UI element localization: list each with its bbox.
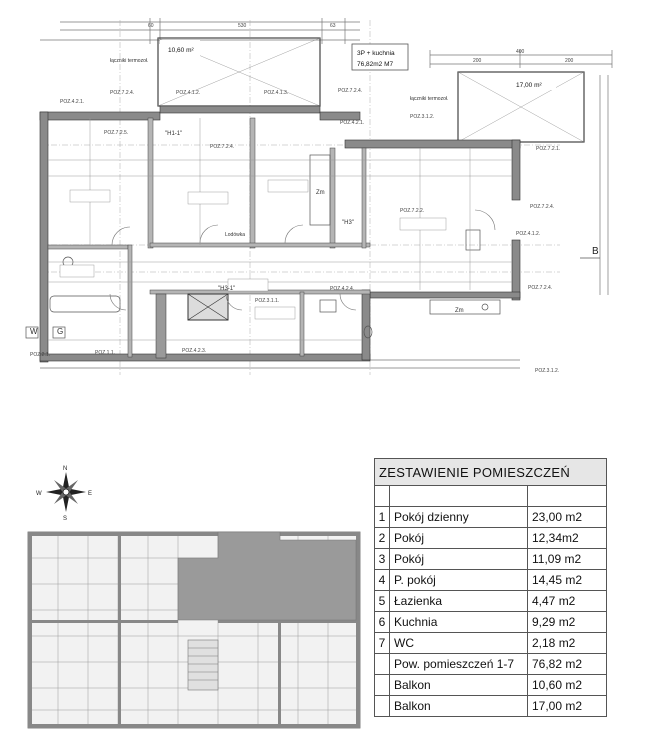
compass-icon (36, 466, 92, 522)
room-area: 4,47 m2 (528, 591, 607, 612)
dimension-lines (40, 18, 612, 368)
room-number (375, 696, 390, 717)
apartment-type: 3P + kuchnia (357, 50, 395, 57)
room-number: 5 (375, 591, 390, 612)
compass-n: N (63, 466, 68, 472)
poz-label: POZ.7.2.4. (210, 144, 235, 150)
room-name: Kuchnia (390, 612, 528, 633)
room-number: 4 (375, 570, 390, 591)
table-row (375, 570, 607, 591)
compass-w: W (36, 491, 42, 497)
room-area: 17,00 m2 (528, 696, 607, 717)
label-g: G (57, 327, 64, 336)
room-area: 10,60 m2 (528, 675, 607, 696)
table-title: ZESTAWIENIE POMIESZCZEŃ (375, 459, 607, 486)
room-area: 76,82 m2 (528, 654, 607, 675)
dim-top-mid: 530 (238, 23, 247, 29)
poz-label: POZ.7.2.4. (338, 88, 363, 94)
label-zm-2: Zm (455, 308, 464, 314)
room-number: 7 (375, 633, 390, 654)
room-number (375, 675, 390, 696)
poz-label: POZ.7.2.2. (400, 208, 425, 214)
poz-label: POZ.4.2.3. (182, 348, 207, 354)
poz-label: POZ.3.1.1. (255, 298, 280, 304)
label-h2: "H3-1" (218, 286, 236, 292)
poz-label: POZ.1.1. (95, 350, 116, 356)
dim-right-200b: 200 (565, 58, 574, 64)
label-h1: "H1-1" (165, 131, 183, 137)
radiator-label-left: łączniki termozoł. (110, 58, 149, 64)
poz-label: POZ.4.2.1. (60, 99, 85, 105)
compass-e: E (88, 491, 93, 497)
table-row (375, 507, 607, 528)
poz-label: POZ.7.2.5. (104, 130, 129, 136)
label-w: W (30, 327, 38, 336)
room-name: WC (390, 633, 528, 654)
dim-top-left: 60 (148, 23, 154, 29)
dim-top-right: 63 (330, 23, 336, 29)
room-area: 14,45 m2 (528, 570, 607, 591)
poz-label: POZ.7.2.4. (110, 90, 135, 96)
room-area: 23,00 m2 (528, 507, 607, 528)
poz-label: POZ.4.2.4. (330, 286, 355, 292)
room-name: Pow. pomieszczeń 1-7 (390, 654, 528, 675)
poz-label: POZ.7.2.4. (528, 285, 553, 291)
table-row (375, 528, 607, 549)
label-lodowka: Lodówka (225, 232, 246, 238)
poz-label: POZ.3.1.2. (535, 368, 560, 374)
table-title-row (375, 459, 607, 486)
table-cell (390, 486, 528, 507)
table-row (375, 696, 607, 717)
dim-right-400: 400 (516, 49, 525, 55)
poz-label: POZ.4.1.3. (264, 90, 289, 96)
room-number (375, 654, 390, 675)
room-area: 12,34m2 (528, 528, 607, 549)
room-area: 9,29 m2 (528, 612, 607, 633)
poz-label: POZ.7.2.4. (530, 204, 555, 210)
exterior-walls (40, 106, 520, 362)
poz-label: POZ.4.1.2. (516, 231, 541, 237)
apartment-label (352, 44, 408, 70)
table-cell (528, 486, 607, 507)
apartment-area: 76,82m2 M7 (357, 61, 394, 68)
room-number: 2 (375, 528, 390, 549)
room-area: 2,18 m2 (528, 633, 607, 654)
poz-labels (30, 88, 560, 374)
room-area: 11,09 m2 (528, 549, 607, 570)
room-name: Pokój dzienny (390, 507, 528, 528)
interior-walls (48, 118, 370, 357)
room-number: 1 (375, 507, 390, 528)
balcony-top-area: 10,60 m² (168, 47, 194, 54)
table-row (375, 654, 607, 675)
label-b: B (592, 246, 599, 257)
balcony-right-area: 17,00 m² (516, 82, 542, 89)
key-plan (18, 466, 360, 732)
table-header-row (375, 486, 607, 507)
room-name: Łazienka (390, 591, 528, 612)
room-name: P. pokój (390, 570, 528, 591)
poz-label: POZ.4.1.2. (176, 90, 201, 96)
table-row (375, 591, 607, 612)
stair-hatch (188, 640, 218, 690)
room-number: 3 (375, 549, 390, 570)
poz-label: POZ.3.1.2. (410, 114, 435, 120)
table-cell (375, 486, 390, 507)
table-row (375, 675, 607, 696)
room-name: Balkon (390, 675, 528, 696)
room-name: Pokój (390, 528, 528, 549)
label-zm: Zm (316, 190, 325, 196)
compass-s: S (63, 516, 68, 522)
dim-right-200a: 200 (473, 58, 482, 64)
room-schedule-table (374, 458, 607, 717)
room-name: Balkon (390, 696, 528, 717)
poz-label: POZ.2.1. (30, 352, 51, 358)
table-row (375, 633, 607, 654)
table-row (375, 549, 607, 570)
poz-label: POZ.4.2.1. (340, 120, 365, 126)
radiator-label-right: łączniki termozoł. (410, 96, 449, 102)
label-h3: "H3" (342, 220, 354, 226)
poz-label: POZ.7.2.1. (536, 146, 561, 152)
table-row (375, 612, 607, 633)
room-number: 6 (375, 612, 390, 633)
room-name: Pokój (390, 549, 528, 570)
